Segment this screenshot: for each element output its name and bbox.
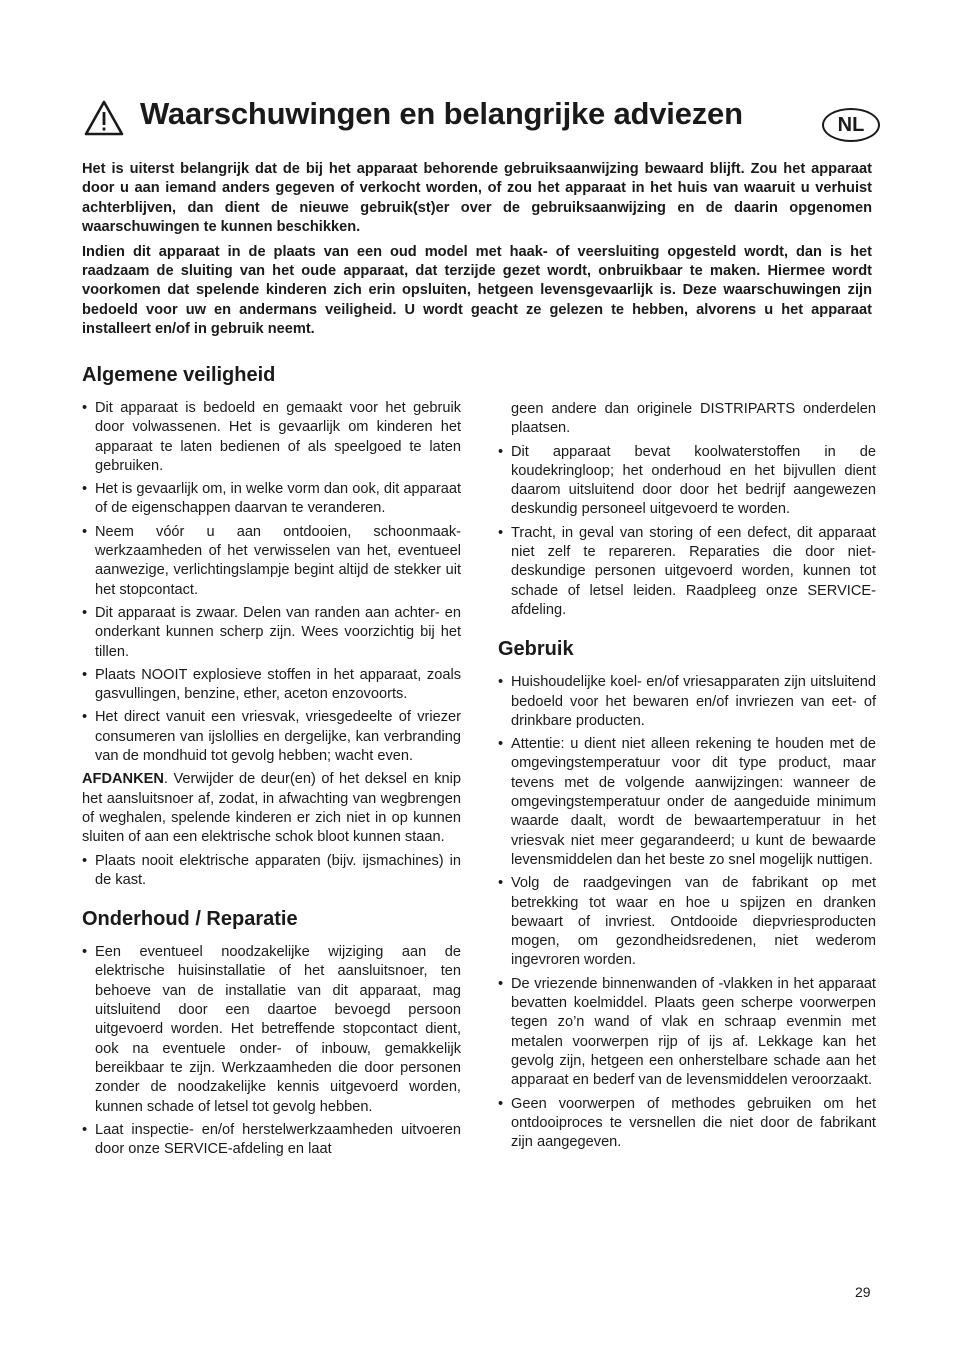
list-item — [82, 604, 461, 662]
list-item — [82, 523, 461, 600]
bullet-icon: • — [498, 524, 504, 541]
bullet-icon: • — [82, 400, 88, 416]
afdanken-text: . Verwijder de deur(en) of het deksel en knip het aansluitsnoer af, zodat, in afwachting van wegbrengen of weghalen, spelende kinderen er zich niet in op kunnen sluiten of aan een elektrische schok bloot kunnen staan. — [82, 771, 461, 846]
language-badge: NL — [822, 108, 880, 142]
list-item-text: Dit apparaat bevat koolwaterstoffen in de koudekringloop; het onderhoud en het bijvullen dient daarom uitsluitend door door het bedrijf aangewezen deskundig personeel uitgevoerd te worden. — [511, 443, 876, 518]
list-item-text: De vriezende binnenwanden of -vlakken in het apparaat bevatten koelmiddel. Plaats geen scherpe voorwerpen tegen zo’n wand of vlak en schraap evenmin met metalen voorwerpen rijp of ijs af. Lekkage kan het gevolg zijn, hetgeen een onherstelbare schade aan het apparaat en bederf van de levensmiddelen veroorzaakt. — [511, 975, 876, 1089]
right-column — [498, 400, 876, 1156]
bullet-icon: • — [498, 1095, 504, 1112]
bullet-icon: • — [82, 852, 88, 869]
page-header — [82, 94, 882, 154]
warning-triangle-icon — [84, 100, 124, 136]
bullet-icon: • — [82, 1121, 88, 1138]
bullet-icon: • — [82, 523, 88, 540]
list-item — [498, 1095, 876, 1153]
onderhoud-right-list — [498, 443, 876, 621]
list-item-text: Het is gevaarlijk om, in welke vorm dan ook, dit apparaat of de eigenschappen daarvan te veranderen. — [95, 481, 461, 517]
left-column — [82, 364, 461, 1163]
algemene-list — [82, 399, 461, 766]
list-item-text: Dit apparaat is bedoeld en gemaakt voor het gebruik door volwassenen. Het is gevaarlijk om kinderen het apparaat te laten bedienen of als speelgoed te laten gebruiken. — [95, 400, 461, 474]
list-item — [82, 852, 461, 891]
list-item — [498, 673, 876, 731]
list-item-text: Geen voorwerpen of methodes gebruiken om het ontdooiproces te versnellen die niet door de fabrikant zijn aangegeven. — [511, 1095, 876, 1151]
list-item — [498, 735, 876, 870]
list-item — [498, 874, 876, 970]
list-item-text: Plaats NOOIT explosieve stoffen in het apparaat, zoals gasvullingen, benzine, ether, aceton enzovoorts. — [95, 666, 461, 703]
bullet-icon: • — [82, 944, 88, 961]
afdanken-paragraph — [82, 770, 461, 847]
list-item-text: Tracht, in geval van storing of een defect, dit apparaat niet zelf te repareren. Reparaties die door niet-deskundige personen uitgevoerd worden, kunnen tot schade of letsel leiden. Raadpleeg onze SERVICE-afdeling. — [511, 524, 876, 618]
onderhoud-list — [82, 943, 461, 1159]
onderhoud-continuation: geen andere dan originele DISTRIPARTS onderdelen plaatsen. — [511, 401, 876, 437]
list-item — [498, 524, 876, 620]
bullet-icon: • — [82, 666, 88, 683]
list-item — [82, 399, 461, 476]
list-item-text: Neem vóór u aan ontdooien, schoonmaak-werkzaamheden of het verwisselen van het, eventueel aanwezige, verlichtingslampje begint altijd de stekker uit het stopcontact. — [95, 523, 461, 598]
list-item-text: Dit apparaat is zwaar. Delen van randen aan achter- en onderkant kunnen scherp zijn. Wees voorzichtig bij het tillen. — [95, 604, 461, 660]
list-item-text: Laat inspectie- en/of herstelwerkzaamheden uitvoeren door onze SERVICE-afdeling en laat — [95, 1121, 461, 1158]
intro-section — [82, 160, 872, 345]
intro-paragraph: Het is uiterst belangrijk dat de bij het apparaat behorende gebruiksaanwijzing bewaard blijft. Zou het apparaat door u aan iemand anders gegeven of verkocht worden, of zou het apparaat in het huis van waaruit u verhuist achterblijven, dan dient de nieuwe gebruik(st)er over de gebruiksaanwijzing en de daarin opgenomen waarschuwingen te kunnen beschikken. — [82, 161, 872, 236]
list-item — [82, 1121, 461, 1160]
bullet-icon: • — [498, 736, 504, 753]
bullet-icon: • — [498, 875, 504, 892]
bullet-icon: • — [498, 975, 504, 992]
gebruik-list — [498, 673, 876, 1152]
list-item — [82, 480, 461, 519]
list-item-text: Het direct vanuit een vriesvak, vriesgedeelte of vriezer consumeren van ijslollies en dergelijke, kan verbranding van de mondhuid tot gevolg hebben; wacht even. — [95, 709, 461, 765]
list-item-text: Volg de raadgevingen van de fabrikant op met betrekking tot waar en hoe u spijzen en dranken bewaart of invriest. Ontdooide diepvriesproducten mogen, om gezondheidsredenen, niet wederom ingevroren worden. — [511, 875, 876, 969]
algemene-extra-list — [82, 852, 461, 891]
bullet-icon: • — [498, 674, 504, 691]
list-item-text: Een eventueel noodzakelijke wijziging aan de elektrische huisinstallatie of het aansluitsnoer, ten behoeve van de installatie van dit apparaat, mag uitsluitend door een daartoe bevoegd persoon uitgevoerd worden. Het betreffende stopcontact dient, ook na eventuele onder- of inbouw, gemakkelijk bereikbaar te zijn. Werkzaamheden die door personen zonder de noodzakelijke kennis uitgevoerd worden, kunnen schade of letsel tot gevolg hebben. — [95, 944, 461, 1115]
list-item — [82, 666, 461, 705]
afdanken-label: AFDANKEN — [82, 771, 164, 788]
list-item-text: Huishoudelijke koel- en/of vriesapparaten zijn uitsluitend bedoeld voor het bewaren en/of invriezen van eet- of drinkbare producten. — [511, 674, 876, 729]
list-item — [498, 443, 876, 520]
bullet-icon: • — [82, 709, 88, 726]
section-heading-gebruik: Gebruik — [498, 638, 574, 661]
list-item — [82, 943, 461, 1117]
page-number: 29 — [855, 1284, 871, 1300]
intro-paragraph: Indien dit apparaat in de plaats van een oud model met haak- of veersluiting opgesteld wordt, dan is het raadzaam de sluiting van het oude apparaat, dat terzijde gezet wordt, onbruikbaar te maken. Hiermee wordt voorkomen dat spelende kinderen zich erin opsluiten, hetgeen levensgevaarlijk is. Deze waarschuwingen zijn bedoeld voor uw en andermans veiligheid. U wordt geacht ze gelezen te hebben, alvorens u het apparaat installeert en/of in gebruik neemt. — [82, 243, 872, 338]
section-heading-onderhoud: Onderhoud / Reparatie — [82, 908, 298, 931]
section-heading-algemene-veiligheid: Algemene veiligheid — [82, 364, 276, 386]
list-item — [498, 975, 876, 1091]
bullet-icon: • — [498, 443, 504, 460]
list-item-text: Plaats nooit elektrische apparaten (bijv. ijsmachines) in de kast. — [95, 852, 461, 888]
list-item-text: Attentie: u dient niet alleen rekening te houden met de omgevingstemperatuur voor dit type product, maar tevens met de volgende aanwijzingen: wanneer de omgevingstemperatuur onder de aangeduide minimum waarde daalt, wordt de bewaartemperatuur in het vriesvak niet meer gegarandeerd; u kunt de bewaarde levensmiddelen dan het beste zo snel mogelijk nuttigen. — [511, 736, 876, 868]
page-title: Waarschuwingen en belangrijke adviezen — [140, 96, 743, 131]
bullet-icon: • — [82, 604, 88, 621]
bullet-icon: • — [82, 481, 88, 498]
list-item — [82, 708, 461, 766]
